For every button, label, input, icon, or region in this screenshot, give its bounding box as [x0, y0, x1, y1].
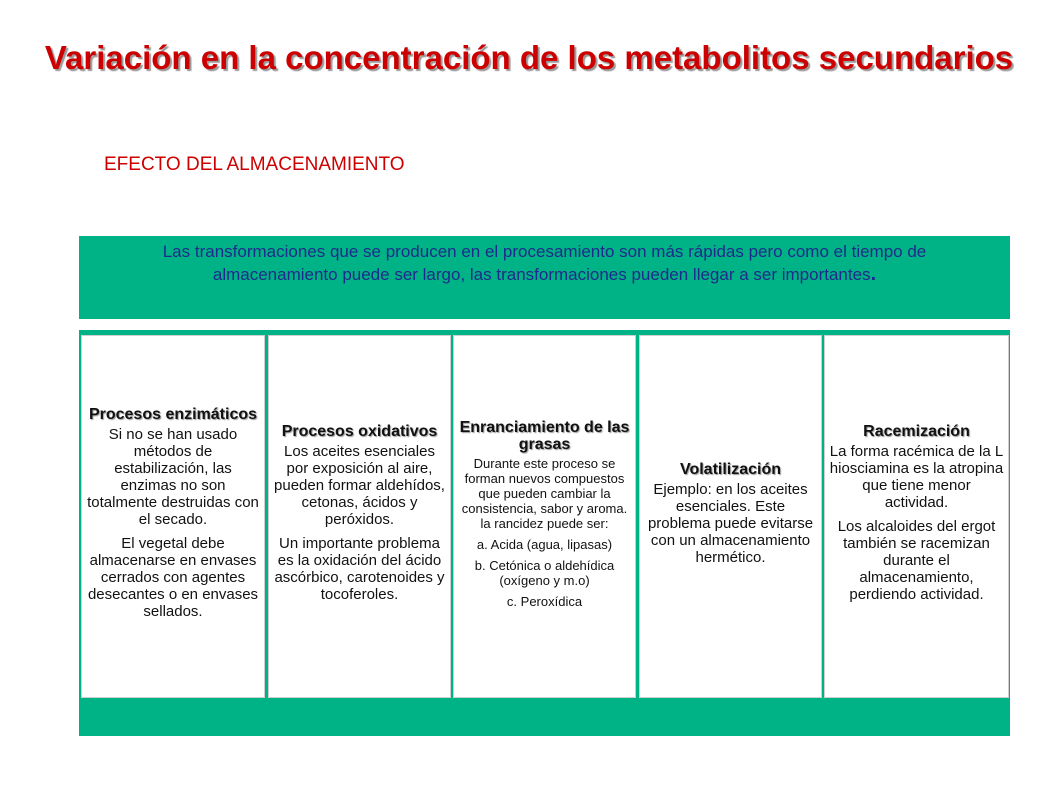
column-volatilizacion	[639, 335, 822, 698]
column-heading: Procesos oxidativos	[281, 423, 438, 440]
column-list-item: a. Acida (agua, lipasas)	[476, 536, 613, 552]
column-heading: Volatilización	[679, 460, 782, 478]
column-list-item: b. Cetónica o aldehídica (oxígeno y m.o)	[474, 557, 615, 588]
column-enranciamiento	[453, 335, 636, 698]
column-procesos-enzimaticos	[81, 335, 265, 698]
column-paragraph: El vegetal debe almacenarse en envases cerrados con agentes desecantes o en envases sellados.	[87, 535, 259, 620]
column-paragraph: Un importante problema es la oxidación del ácido ascórbico, carotenoides y tocoferoles.	[274, 535, 445, 603]
intro-text: Las transformaciones que se producen en el procesamiento son más rápidas pero como el tiempo de almacenamiento puede ser largo, las transformaciones pueden llegar a ser importantes	[162, 242, 927, 284]
column-paragraph: Ejemplo: en los aceites esenciales. Este problema puede evitarse con un almacenamiento hermético.	[647, 480, 814, 566]
column-heading: Procesos enzimáticos	[88, 406, 258, 423]
column-heading: Enranciamiento de las grasas	[459, 418, 630, 453]
column-paragraph: La forma racémica de la L hiosciamina es la atropina que tiene menor actividad.	[829, 443, 1004, 511]
column-paragraph: Si no se han usado métodos de estabilización, las enzimas no son totalmente destruidas con el secado.	[87, 426, 259, 528]
slide-title: Variación en la concentración de los metabolitos secundarios	[44, 39, 1014, 76]
column-paragraph: Los aceites esenciales por exposición al aire, pueden formar aldehídos, cetonas, ácidos y peróxidos.	[274, 443, 445, 528]
column-list-item: c. Peroxídica	[506, 593, 583, 609]
intro-box	[79, 236, 1010, 319]
column-racemizacion	[824, 335, 1009, 698]
section-subtitle: EFECTO DEL ALMACENAMIENTO	[104, 154, 405, 175]
column-paragraph: Durante este proceso se forman nuevos compuestos que pueden cambiar la consistencia, sabor y aroma. la rancidez puede ser:	[461, 455, 628, 531]
column-paragraph: Los alcaloides del ergot también se racemizan durante el almacenamiento, perdiendo actividad.	[837, 518, 996, 603]
intro-period: .	[870, 263, 877, 285]
column-procesos-oxidativos	[268, 335, 451, 698]
column-heading: Racemización	[863, 423, 970, 440]
